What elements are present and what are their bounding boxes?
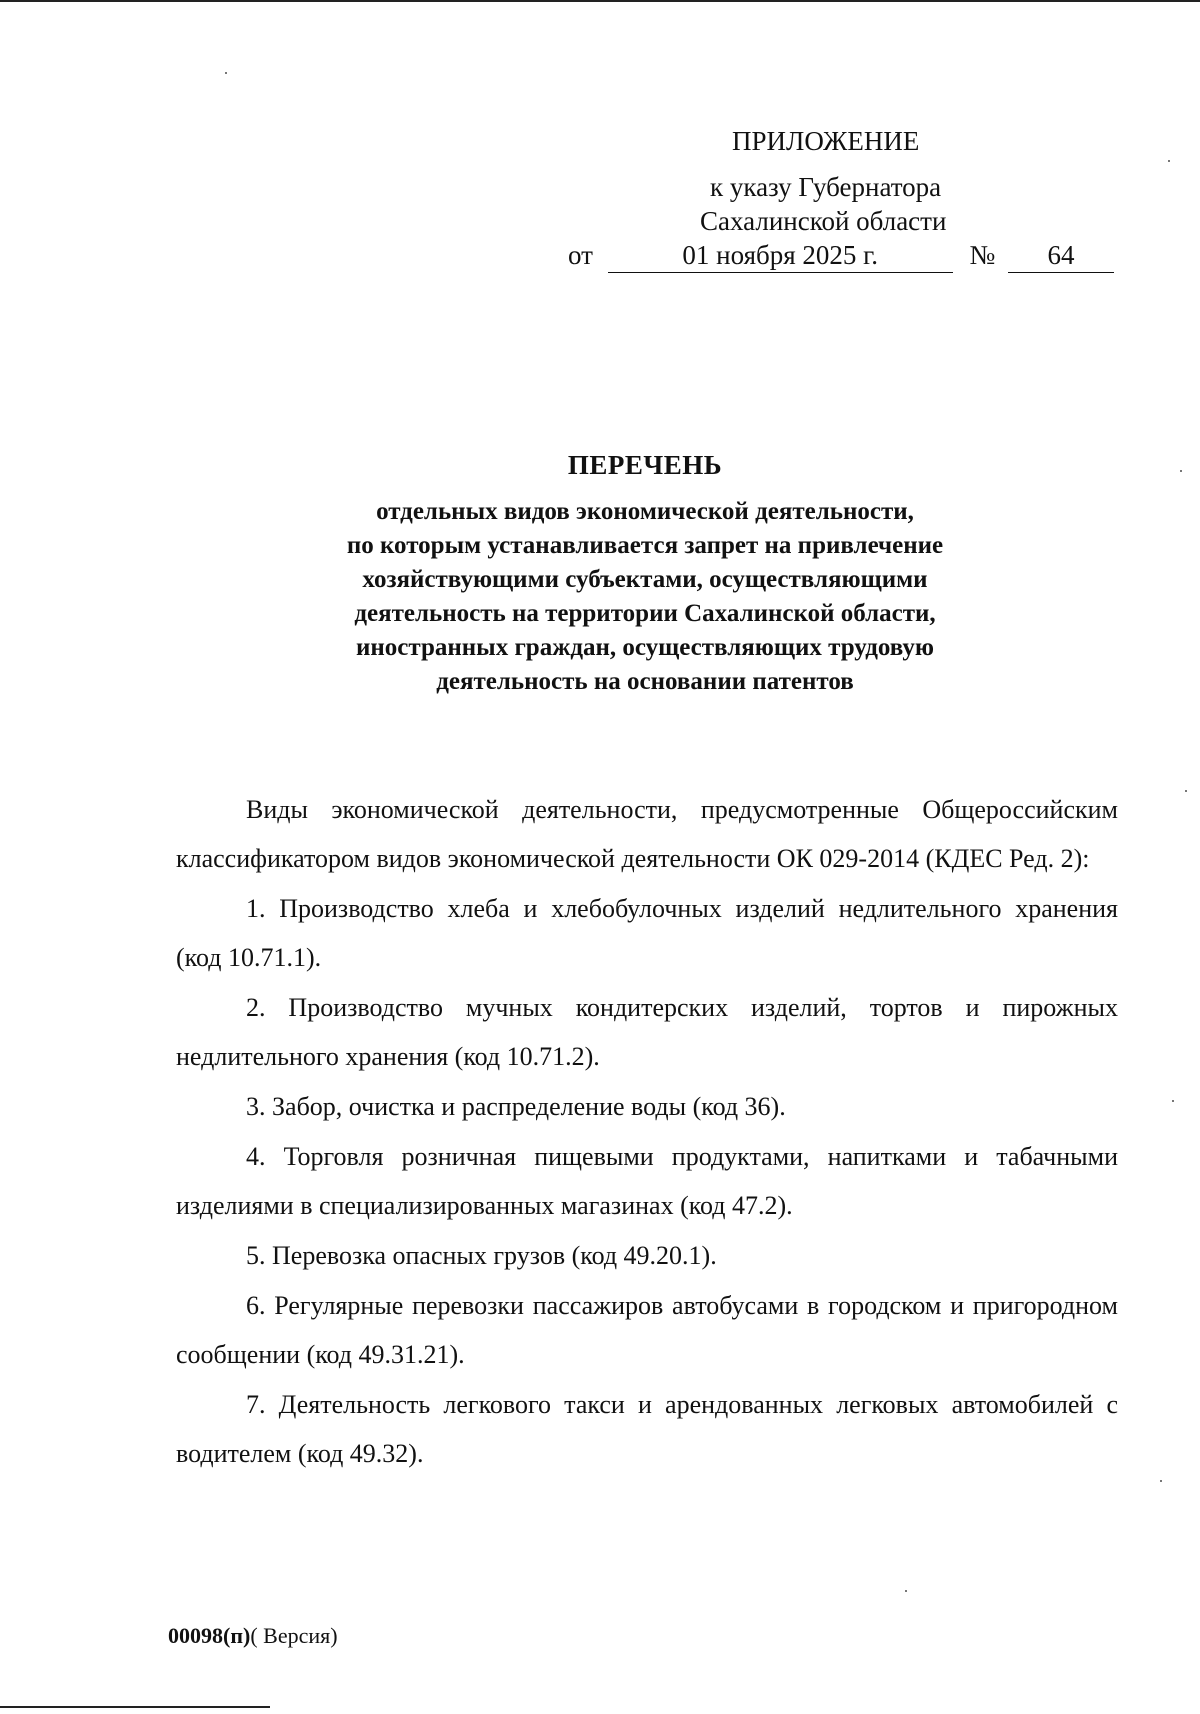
scan-speck xyxy=(1185,790,1187,792)
decree-number: 64 xyxy=(1008,238,1114,273)
list-item: 6. Регулярные перевозки пассажиров автобусами в городском и пригородном сообщении (код 49.31.21). xyxy=(176,1291,1118,1369)
list-item: 2. Производство мучных кондитерских изделий, тортов и пирожных недлительного хранения (код 10.71.2). xyxy=(176,993,1118,1071)
appendix-title: ПРИЛОЖЕНИЕ xyxy=(732,126,920,156)
appendix-to-line-1: к указу Губернатора xyxy=(710,172,942,202)
list-item: 3. Забор, очистка и распределение воды (код 36). xyxy=(246,1092,786,1121)
subtitle-line: отдельных видов экономической деятельности, xyxy=(376,498,914,525)
intro-paragraph: Виды экономической деятельности, предусмотренные Общероссийским классификатором видов экономической деятельности ОК 029-2014 (КДЕС Ред. 2): xyxy=(176,795,1118,873)
document-title: ПЕРЕЧЕНЬ xyxy=(567,450,723,480)
document-body xyxy=(176,785,1118,1479)
bottom-scan-border xyxy=(0,1706,270,1708)
document-subtitle xyxy=(200,495,1090,699)
decree-date: 01 ноября 2025 г. xyxy=(608,238,953,273)
scan-speck xyxy=(1180,470,1182,472)
list-item: 1. Производство хлеба и хлебобулочных изделий недлительного хранения (код 10.71.1). xyxy=(176,894,1118,972)
number-label: № xyxy=(969,240,996,270)
subtitle-line: деятельность на территории Сахалинской области, xyxy=(354,600,936,627)
subtitle-line: хозяйствующими субъектами, осуществляющими xyxy=(362,566,928,593)
list-item: 5. Перевозка опасных грузов (код 49.20.1). xyxy=(246,1241,717,1270)
scan-speck xyxy=(225,72,227,74)
scan-speck xyxy=(1160,1480,1162,1482)
scan-speck xyxy=(1168,160,1170,162)
subtitle-line: по которым устанавливается запрет на привлечение xyxy=(346,532,944,559)
list-item: 7. Деятельность легкового такси и арендованных легковых автомобилей с водителем (код 49.32). xyxy=(176,1390,1118,1468)
scan-speck xyxy=(1172,1100,1174,1102)
scan-speck xyxy=(905,1590,907,1592)
top-scan-border xyxy=(0,0,1200,2)
appendix-to-line-2: Сахалинской области xyxy=(700,206,947,236)
from-label: от xyxy=(568,240,593,270)
decree-date-row xyxy=(568,238,1114,273)
subtitle-line: иностранных граждан, осуществляющих трудовую xyxy=(355,634,934,661)
list-item: 4. Торговля розничная пищевыми продуктами, напитками и табачными изделиями в специализированных магазинах (код 47.2). xyxy=(176,1142,1118,1220)
subtitle-line: деятельность на основании патентов xyxy=(436,668,854,695)
footer-code: 00098(п) xyxy=(168,1623,251,1648)
footer-document-code xyxy=(168,1623,338,1649)
footer-version: ( Версия) xyxy=(250,1623,338,1648)
